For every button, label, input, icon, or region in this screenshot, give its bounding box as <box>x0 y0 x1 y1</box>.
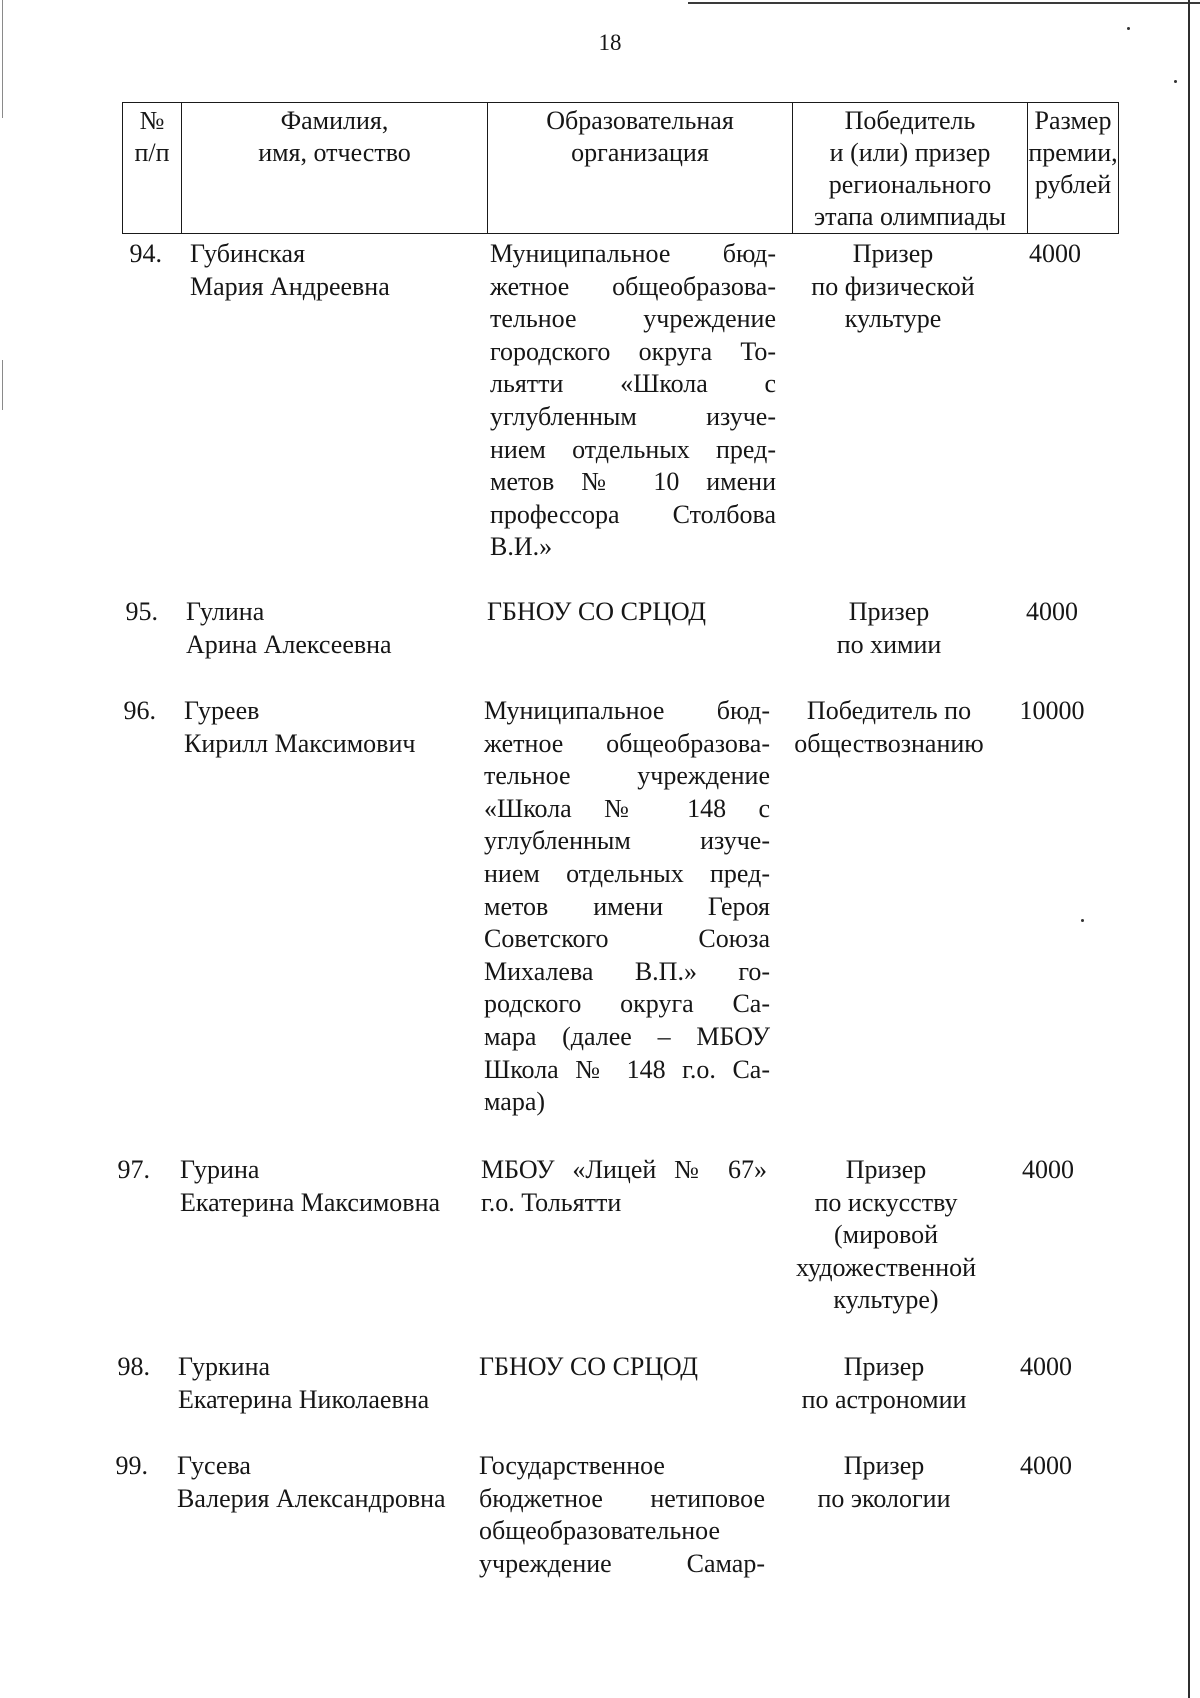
header-num: № п/п <box>123 103 182 234</box>
row-prize: 4000 <box>1022 1155 1074 1184</box>
row-winner-status: Призер по астрономии <box>801 1352 967 1414</box>
row-prize: 4000 <box>1020 1352 1072 1381</box>
row-number: 94. <box>129 239 162 268</box>
scan-speck <box>1081 919 1084 922</box>
row-organization: ГБНОУ СО СРЦОД <box>487 597 707 626</box>
scan-edge-left <box>2 360 3 410</box>
row-winner-status: Призер по экологии <box>817 1451 951 1513</box>
scan-edge-top <box>688 2 1200 4</box>
row-winner-status: Победитель по обществознанию <box>794 696 984 758</box>
row-organization: Муниципальное бюд- жетное общеобразова- тельное учреждение «Школа № 148 с углубленным изуче- нием отдельных пред- метов имени Героя Советского Союза Михалева В.П.» го- родского округа Са- мара (далее – МБОУ Школа № 148 г.о. Са- мара) <box>484 696 770 1117</box>
row-name: Гуреев Кирилл Максимович <box>184 696 416 758</box>
scan-edge-left <box>2 0 3 118</box>
row-name: Гуркина Екатерина Николаевна <box>178 1352 430 1414</box>
row-number: 97. <box>117 1155 150 1184</box>
row-winner-status: Призер по искусству (мировой художественной культуре) <box>795 1155 977 1315</box>
row-winner-status: Призер по химии <box>836 597 942 659</box>
row-prize: 4000 <box>1029 239 1081 268</box>
row-organization: Муниципальное бюд- жетное общеобразова- тельное учреждение городского округа То- льятти «Школа с углубленным изуче- нием отдельных пред- метов № 10 имени профессора Столбова В.И.» <box>490 239 776 562</box>
header-name: Фамилия, имя, отчество <box>182 103 488 234</box>
row-number: 98. <box>117 1352 150 1381</box>
scan-edge-right <box>1188 0 1190 1698</box>
header-org: Образовательная организация <box>488 103 793 234</box>
row-winner-status: Призер по физической культуре <box>811 239 975 334</box>
table-header <box>122 102 1119 234</box>
row-organization: Государственное бюджетное нетиповое общеобразовательное учреждение Самар- <box>479 1451 765 1578</box>
header-prize: Размер премии, рублей <box>1028 103 1119 234</box>
row-organization: ГБНОУ СО СРЦОД <box>479 1352 699 1381</box>
row-prize: 4000 <box>1020 1451 1072 1480</box>
row-number: 96. <box>123 696 156 725</box>
row-number: 99. <box>115 1451 148 1480</box>
row-prize: 10000 <box>1019 696 1085 725</box>
header-winner: Победитель и (или) призер регионального этапа олимпиады <box>793 103 1028 234</box>
page-number: 18 <box>598 30 622 55</box>
scan-speck <box>1174 80 1177 83</box>
row-prize: 4000 <box>1026 597 1078 626</box>
row-name: Гурина Екатерина Максимовна <box>180 1155 441 1217</box>
row-organization: МБОУ «Лицей № 67» г.о. Тольятти <box>481 1155 767 1217</box>
row-name: Гусева Валерия Александровна <box>177 1451 446 1513</box>
row-name: Губинская Мария Андреевна <box>190 239 390 301</box>
row-number: 95. <box>125 597 158 626</box>
row-name: Гулина Арина Алексеевна <box>186 597 392 659</box>
scan-speck <box>1127 27 1130 30</box>
